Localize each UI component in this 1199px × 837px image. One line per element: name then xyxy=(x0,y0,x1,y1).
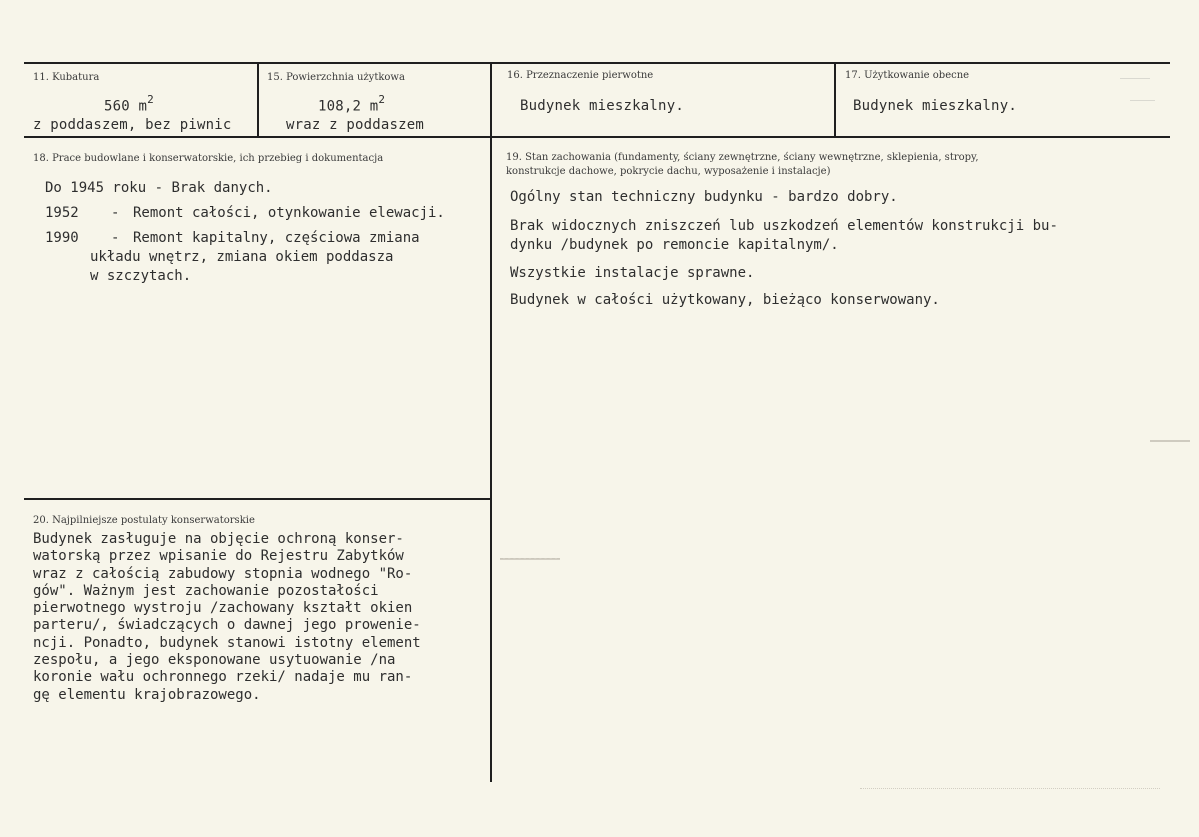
top-rule xyxy=(24,62,1170,64)
field-11-note: z poddaszem, bez piwnic xyxy=(33,117,232,133)
field-17-value: Budynek mieszkalny. xyxy=(853,98,1017,114)
field-15-number: 108,2 m xyxy=(318,98,379,115)
field-16-value: Budynek mieszkalny. xyxy=(520,98,684,114)
history-row: 1990 - Remont kapitalny, częściowa zmiana xyxy=(45,230,420,246)
bleed-through-mark xyxy=(1150,440,1190,442)
field-19-text xyxy=(510,188,1058,310)
field-15-unit-exponent: 2 xyxy=(378,93,386,106)
condition-paragraph: Ogólny stan techniczny budynku - bardzo dobry. xyxy=(510,189,898,205)
condition-paragraph: Budynek w całości użytkowany, bieżąco konserwowany. xyxy=(510,292,940,308)
field-11-label: 11. Kubatura xyxy=(33,72,100,83)
condition-paragraph: Brak widocznych zniszczeń lub uszkodzeń elementów konstrukcji bu- dynku /budynek po remoncie kapitalnym/. xyxy=(510,218,1058,253)
history-row: w szczytach. xyxy=(90,268,192,284)
field-11-value xyxy=(104,95,154,115)
field-11-number: 560 m xyxy=(104,98,148,115)
field-15-label: 15. Powierzchnia użytkowa xyxy=(267,72,405,83)
field-19-label-line2: konstrukcje dachowe, pokrycie dachu, wyposażenie i instalacje) xyxy=(506,166,831,177)
field-18-history xyxy=(45,176,445,286)
header-row-bottom-rule xyxy=(24,136,1170,138)
divider-16-17 xyxy=(834,62,836,138)
condition-paragraph: Wszystkie instalacje sprawne. xyxy=(510,265,755,281)
history-row: Do 1945 roku - Brak danych. xyxy=(45,180,273,196)
bleed-through-mark xyxy=(860,788,1160,790)
field-18-label: 18. Prace budowlane i konserwatorskie, ich przebieg i dokumentacja xyxy=(33,153,384,164)
field-20-text: Budynek zasługuje na objęcie ochroną konser- watorską przez wpisanie do Rejestru Zabytków wraz z całością zabudowy stopnia wodnego "Ro- gów". Ważnym jest zachowanie pozostałości pierwotnego wystroju /zachowany kształt okien parteru/, świadczących o dawnej jego prowenie- ncji. Ponadto, budynek stanowi istotny element zespołu, a jego eksponowane usytuowanie /na koronie wału ochronnego rzeki/ nadaje mu ran- gę elementu krajobrazowego. xyxy=(33,531,421,703)
field-15-note: wraz z poddaszem xyxy=(286,117,425,133)
field-15-value xyxy=(318,95,385,115)
bleed-through-mark xyxy=(1120,70,1160,130)
divider-11-15 xyxy=(257,62,259,138)
field-11-unit-exponent: 2 xyxy=(147,93,154,106)
field-17-label: 17. Użytkowanie obecne xyxy=(845,70,970,81)
history-row: 1952 - Remont całości, otynkowanie elewacji. xyxy=(45,205,445,221)
field-20-label: 20. Najpilniejsze postulaty konserwatorskie xyxy=(33,515,255,526)
history-row: układu wnętrz, zmiana okiem poddasza xyxy=(90,249,394,265)
bleed-through-mark xyxy=(500,558,560,560)
divider-15-16 xyxy=(490,62,492,782)
field-19-label-line1: 19. Stan zachowania (fundamenty, ściany zewnętrzne, ściany wewnętrzne, sklepienia, stropy, xyxy=(506,152,979,163)
field-16-label: 16. Przeznaczenie pierwotne xyxy=(507,70,654,81)
section-18-bottom-rule xyxy=(24,498,492,500)
